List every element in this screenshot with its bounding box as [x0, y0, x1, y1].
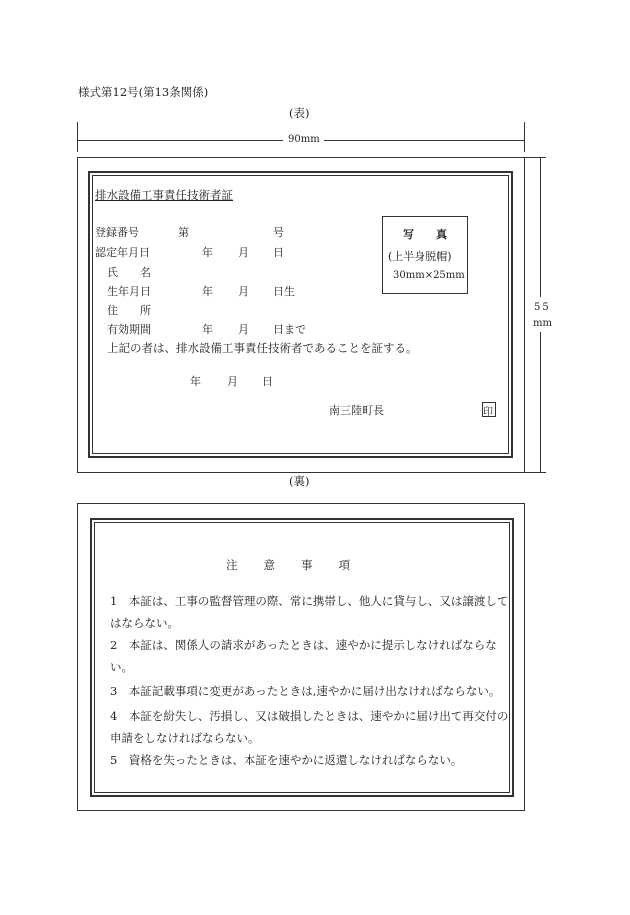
- notes-title: 注 意 事 項: [226, 558, 351, 572]
- note-item-5: 5 資格を失ったときは、本証を速やかに返還しなければならない。: [110, 753, 463, 767]
- form-number-label: 様式第12号(第13条関係): [78, 85, 209, 99]
- photo-size: 30mm×25mm: [393, 270, 465, 281]
- front-side-label: (表): [289, 106, 310, 120]
- note-item-1: 1 本証は、工事の監督管理の際、常に携帯し、他人に貸与し、又は譲渡してはならない。: [110, 594, 509, 630]
- width-dimension-line-right: [324, 140, 525, 141]
- registration-number-suffix: 号: [273, 226, 284, 239]
- height-dimension-unit: mm: [533, 318, 552, 329]
- height-dimension-bottom-tick: [524, 472, 546, 473]
- validity-period-label: 有効期間: [107, 323, 151, 336]
- certification-date-year: 年: [202, 246, 213, 259]
- width-dimension-left-tick: [77, 122, 78, 152]
- certification-date-month: 月: [238, 246, 249, 259]
- photo-title: 写 真: [403, 228, 447, 241]
- name-label: 氏 名: [107, 266, 151, 279]
- issue-date-day: 日: [262, 375, 273, 388]
- birth-date-year: 年: [202, 285, 213, 298]
- certificate-title: 排水設備工事責任技術者証: [95, 188, 233, 202]
- issue-date-year: 年: [190, 375, 201, 388]
- registration-number-prefix: 第: [178, 226, 189, 239]
- height-dimension-top-tick: [524, 157, 546, 158]
- back-side-label: (裏): [289, 474, 310, 488]
- validity-period-year: 年: [202, 323, 213, 336]
- birth-date-month: 月: [238, 285, 249, 298]
- height-dimension-value: 55: [534, 302, 551, 313]
- registration-number-label: 登録番号: [95, 226, 139, 239]
- width-dimension-line-left: [77, 140, 283, 141]
- width-dimension-right-tick: [524, 122, 525, 152]
- width-dimension-label: 90mm: [288, 134, 320, 145]
- certification-statement: 上記の者は、排水設備工事責任技術者であることを証する。: [107, 341, 418, 355]
- address-label: 住 所: [107, 304, 151, 317]
- validity-period-day: 日まで: [273, 323, 306, 336]
- birth-date-label: 生年月日: [107, 285, 151, 298]
- seal-label: 印: [483, 407, 493, 418]
- note-item-3: 3 本証記載事項に変更があったときは,速やかに届け出なければならない。: [110, 684, 501, 698]
- note-item-2: 2 本証は、関係人の請求があったときは、速やかに提示しなければならない。: [110, 638, 497, 674]
- photo-instruction: (上半身脱帽): [388, 250, 452, 263]
- issuer-name: 南三陸町長: [329, 404, 384, 417]
- birth-date-day: 日生: [273, 285, 295, 298]
- note-item-4: 4 本証を紛失し、汚損し、又は破損したときは、速やかに届け出て再交付の申請をしなければならない。: [110, 709, 509, 745]
- issue-date-month: 月: [227, 375, 238, 388]
- certification-date-label: 認定年月日: [95, 246, 150, 259]
- certification-date-day: 日: [273, 246, 284, 259]
- validity-period-month: 月: [238, 323, 249, 336]
- height-dimension-line-top: [540, 157, 541, 297]
- height-dimension-line-bottom: [540, 332, 541, 473]
